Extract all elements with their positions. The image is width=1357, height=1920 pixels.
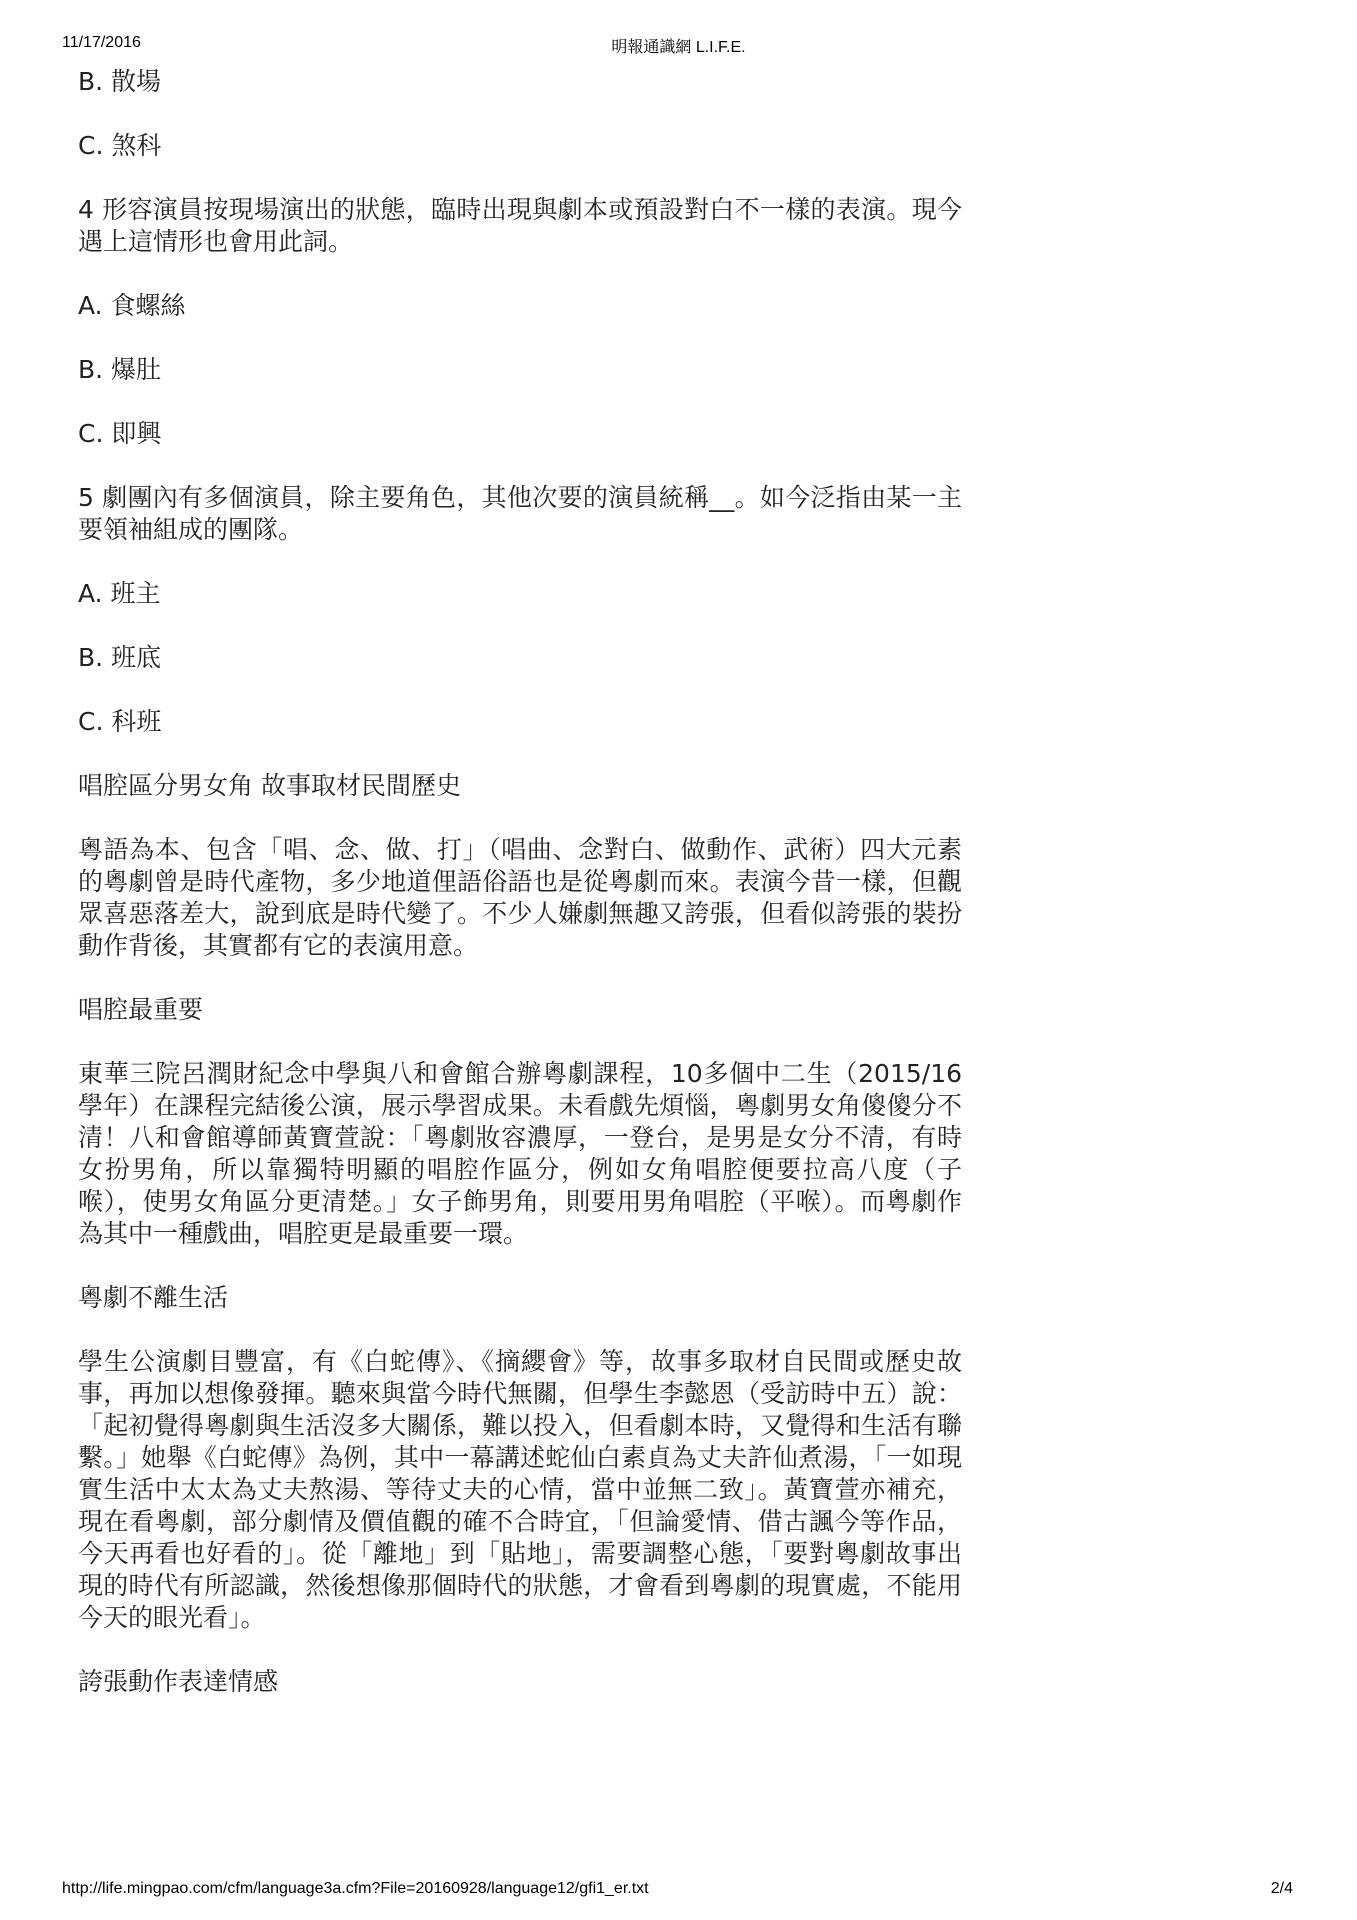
print-date: 11/17/2016	[62, 34, 141, 51]
subheading-life: 粵劇不離生活	[78, 1283, 229, 1312]
subheading-gestures: 誇張動作表達情感	[78, 1667, 279, 1696]
paragraph-life: 學生公演劇目豐富，有《白蛇傳》、《摘纓會》等，故事多取材自民間或歷史故事，再加以想像發揮。聽來與當今時代無關，但學生李懿恩（受訪時中五）說：「起初覺得粵劇與生活沒多大關係，難以投入，但看劇本時，又覺得和生活有聯繫。」她舉《白蛇傳》為例，其中一幕講述蛇仙白素貞為丈夫許仙煮湯，「一如現實生活中太太為丈夫熬湯、等待丈夫的心情，當中並無二致」。黃寶萱亦補充，現在看粵劇，部分劇情及價值觀的確不合時宜，「但論愛情、借古諷今等作品，今天再看也好看的」。從「離地」到「貼地」，需要調整心態，「要對粵劇故事出現的時代有所認識，然後想像那個時代的狀態，才會看到粵劇的現實處，不能用今天的眼光看」。	[78, 1347, 962, 1632]
intro-paragraph: 粵語為本、包含「唱、念、做、打」（唱曲、念對白、做動作、武術）四大元素的粵劇曾是時代產物，多少地道俚語俗語也是從粵劇而來。表演今昔一樣，但觀眾喜惡落差大，說到底是時代變了。不少人嫌劇無趣又誇張，但看似誇張的裝扮動作背後，其實都有它的表演用意。	[78, 835, 962, 960]
site-title: 明報通識網 L.I.F.E.	[611, 39, 746, 56]
page-url: http://life.mingpao.com/cfm/language3a.cfm?File=20160928/language12/gfi1_er.txt	[62, 1880, 649, 1897]
q4-option-a: A. 食螺絲	[78, 291, 186, 320]
q4-option-b: B. 爆肚	[78, 355, 162, 384]
q5-question: 5 劇團內有多個演員，除主要角色，其他次要的演員統稱__。如今泛指由某一主要領袖組成的團隊。	[78, 483, 962, 544]
q5-option-b: B. 班底	[78, 643, 162, 672]
subheading-singing: 唱腔最重要	[78, 995, 204, 1024]
q4-option-c: C. 即興	[78, 419, 162, 448]
section-title: 唱腔區分男女角 故事取材民間歷史	[78, 771, 461, 800]
article-body	[78, 66, 962, 1730]
page-number: 2/4	[1270, 1880, 1293, 1897]
q5-option-c: C. 科班	[78, 707, 162, 736]
q3-option-b: B. 散場	[78, 67, 162, 96]
print-header	[0, 34, 1357, 56]
paragraph-singing: 東華三院呂潤財紀念中學與八和會館合辦粵劇課程，10多個中二生（2015/16學年）在課程完結後公演，展示學習成果。未看戲先煩惱，粵劇男女角傻傻分不清！八和會館導師黃寶萱說：「粵劇妝容濃厚，一登台，是男是女分不清，有時女扮男角，所以靠獨特明顯的唱腔作區分，例如女角唱腔便要拉高八度（子喉），使男女角區分更清楚。」女子飾男角，則要用男角唱腔（平喉）。而粵劇作為其中一種戲曲，唱腔更是最重要一環。	[78, 1059, 962, 1248]
q3-option-c: C. 煞科	[78, 131, 162, 160]
q5-option-a: A. 班主	[78, 579, 161, 608]
q4-question: 4 形容演員按現場演出的狀態，臨時出現與劇本或預設對白不一樣的表演。現今遇上這情形也會用此詞。	[78, 195, 962, 256]
print-footer	[0, 1880, 1357, 1902]
